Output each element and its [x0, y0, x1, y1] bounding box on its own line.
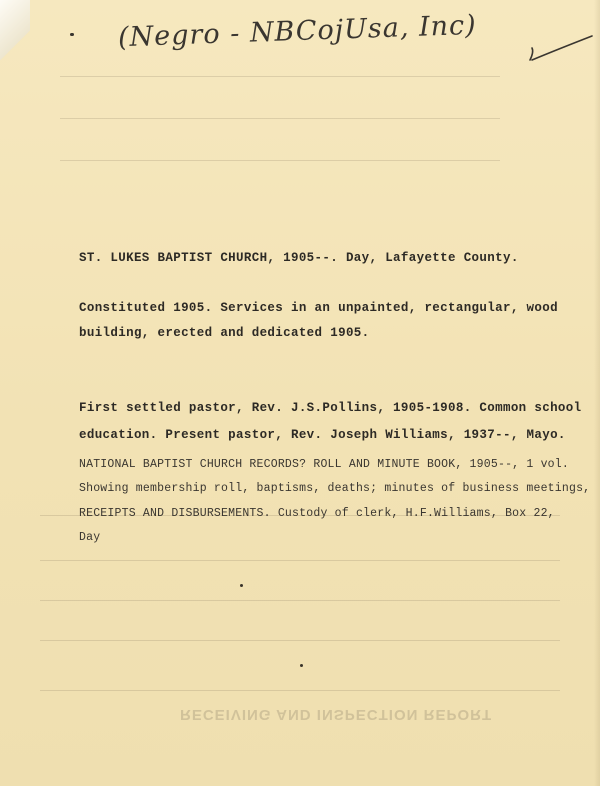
constituted-line-2: building, erected and dedicated 1905. [79, 326, 370, 340]
check-mark-icon [526, 28, 596, 68]
records-line-3: RECEIPTS AND DISBURSEMENTS. Custody of clerk, H.F.Williams, Box 22, [79, 507, 555, 520]
records-line-4: Day [79, 531, 101, 544]
ghost-rule [40, 600, 560, 601]
show-through-title: RECEIVING AND INSPECTION REPORT [180, 706, 493, 723]
page-edge [594, 0, 600, 786]
records-line-1: NATIONAL BAPTIST CHURCH RECORDS? ROLL AND MINUTE BOOK, 1905--, 1 vol. [79, 458, 569, 471]
ghost-rule [40, 690, 560, 691]
pastor-line-1: First settled pastor, Rev. J.S.Pollins, 1905-1908. Common school [79, 401, 582, 415]
folded-corner [0, 0, 30, 70]
ink-dot [70, 33, 74, 36]
paper-speck [300, 664, 303, 667]
pastor-line-2: education. Present pastor, Rev. Joseph Williams, 1937--, Mayo. [79, 428, 566, 442]
records-line-2: Showing membership roll, baptisms, deaths; minutes of business meetings, [79, 482, 591, 495]
paper-speck [240, 584, 243, 587]
ghost-rule [60, 76, 500, 77]
ghost-rule [60, 160, 500, 161]
church-heading: ST. LUKES BAPTIST CHURCH, 1905--. Day, Lafayette County. [79, 251, 519, 265]
ghost-rule [40, 640, 560, 641]
ghost-rule [60, 118, 500, 119]
ghost-rule [40, 560, 560, 561]
handwritten-annotation: (Negro - NBCojUsa, Inc) [117, 9, 478, 54]
constituted-line-1: Constituted 1905. Services in an unpainted, rectangular, wood [79, 301, 558, 315]
